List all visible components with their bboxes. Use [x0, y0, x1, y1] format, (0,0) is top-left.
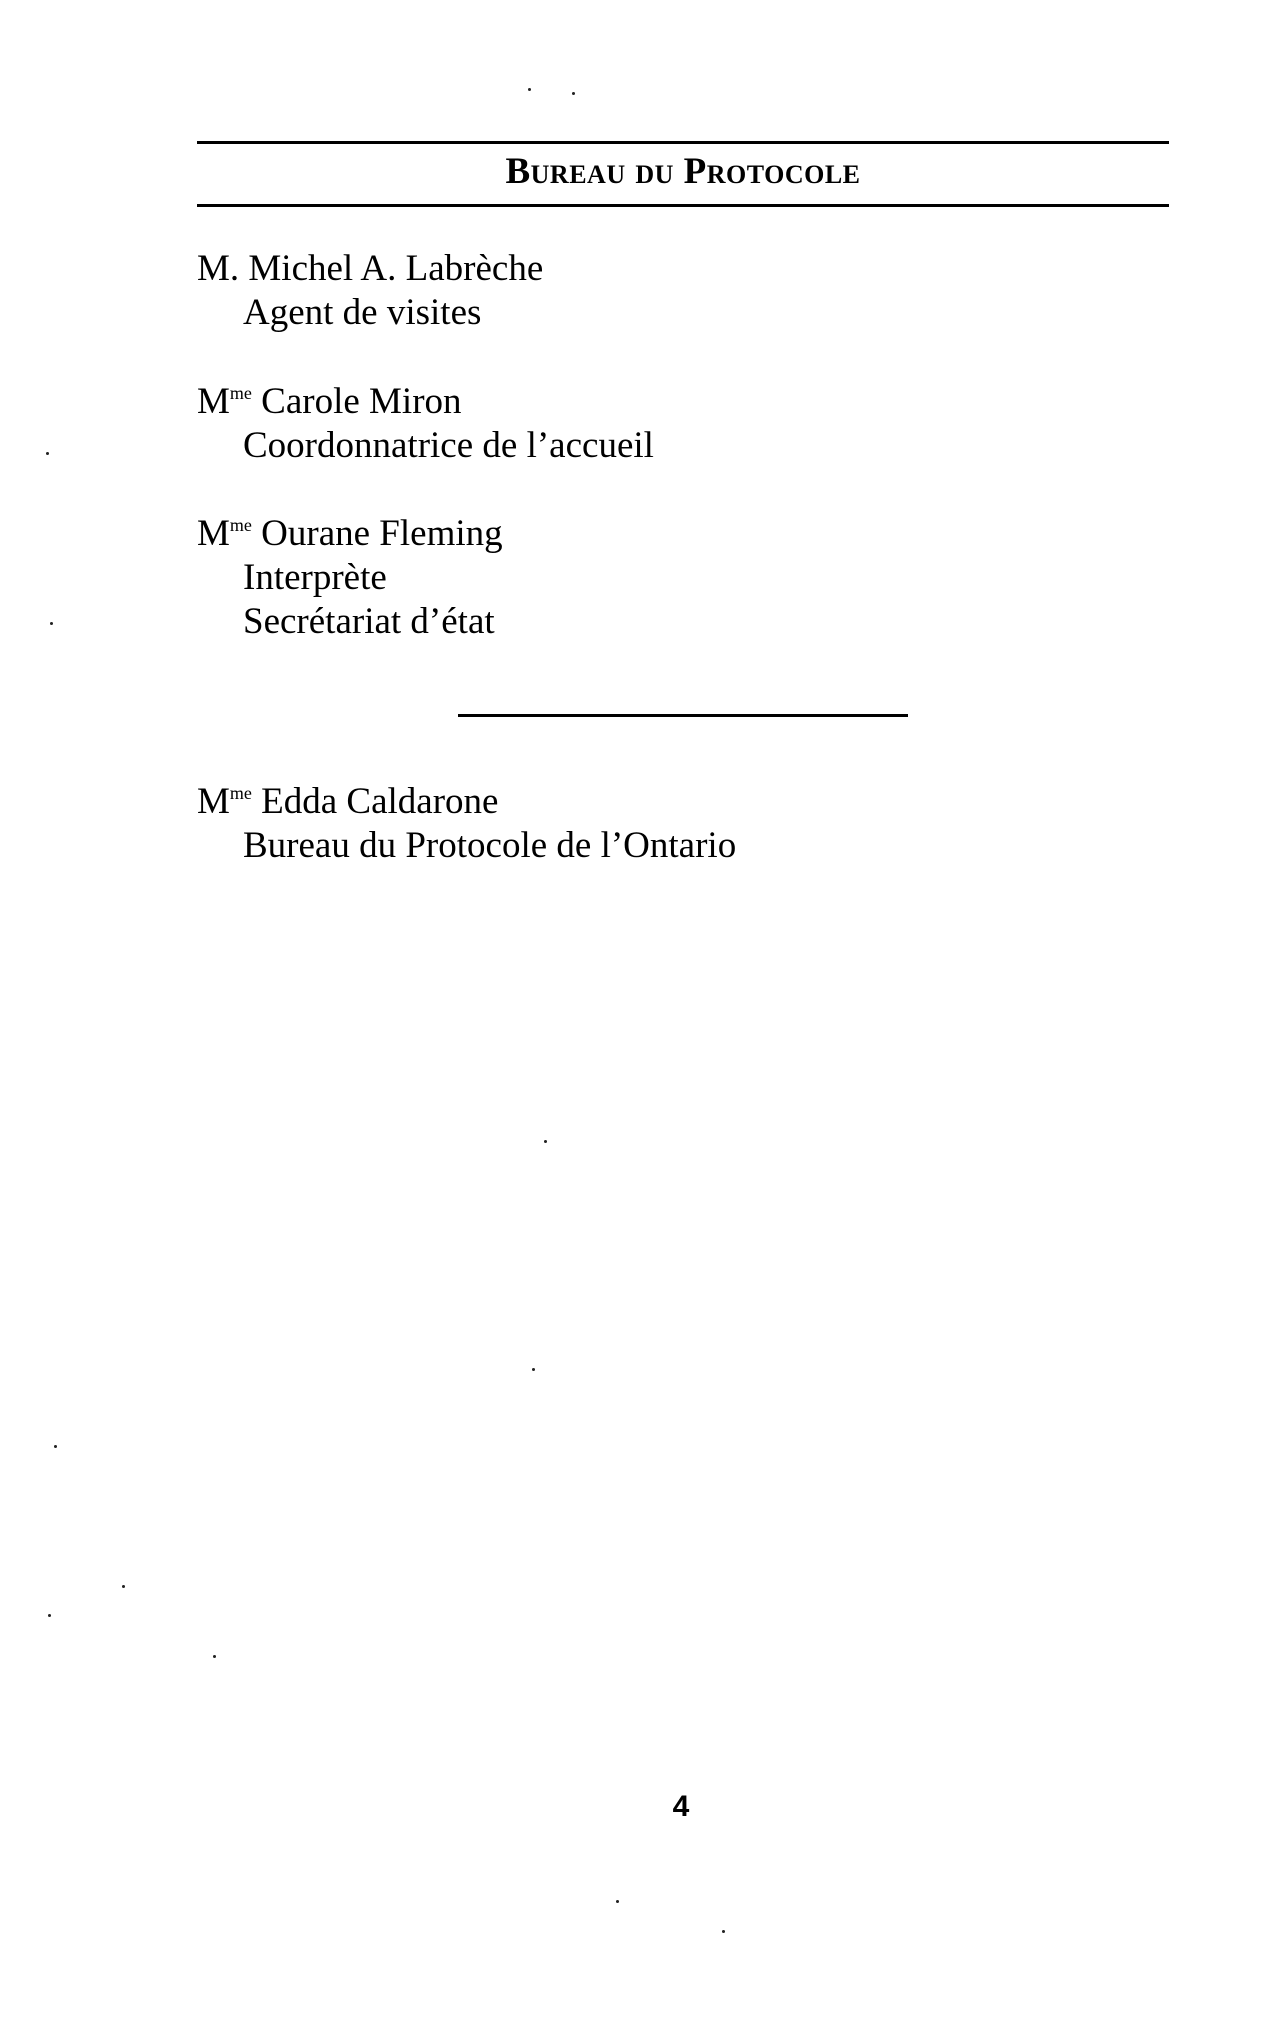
page-title: Bureau du Protocole	[505, 151, 861, 192]
header-top-rule	[197, 141, 1169, 144]
scan-speck	[544, 1140, 547, 1143]
honorific-superscript: me	[229, 783, 252, 803]
staff-department: Secrétariat d’état	[243, 601, 495, 642]
scan-speck	[46, 452, 49, 455]
staff-name	[197, 780, 736, 824]
scan-speck	[54, 1445, 57, 1448]
person-name: Ourane Fleming	[261, 513, 503, 554]
honorific: M	[197, 381, 230, 422]
section-separator	[458, 714, 908, 717]
staff-title: Interprète	[243, 557, 387, 598]
honorific: M	[197, 781, 230, 822]
staff-name	[197, 380, 654, 424]
staff-name	[197, 247, 543, 291]
staff-organization: Bureau du Protocole de l’Ontario	[243, 825, 737, 866]
staff-name	[197, 512, 503, 556]
person-name: Michel A. Labrèche	[248, 248, 544, 289]
honorific-superscript: me	[229, 515, 252, 535]
staff-title: Agent de visites	[243, 292, 482, 333]
scan-speck	[213, 1655, 216, 1658]
person-name: Edda Caldarone	[261, 781, 499, 822]
scan-speck	[50, 622, 53, 625]
scan-speck	[572, 92, 575, 95]
person-name: Carole Miron	[261, 381, 462, 422]
scan-speck	[532, 1368, 535, 1371]
staff-entry	[197, 380, 654, 468]
honorific: M.	[197, 248, 240, 289]
scan-speck	[122, 1585, 125, 1588]
scan-speck	[722, 1930, 725, 1933]
staff-entry	[197, 780, 736, 868]
staff-title: Coordonnatrice de l’accueil	[243, 425, 654, 466]
scan-speck	[48, 1614, 51, 1617]
honorific-superscript: me	[229, 383, 252, 403]
header-bottom-rule	[197, 204, 1169, 207]
honorific: M	[197, 513, 230, 554]
scan-speck	[616, 1900, 619, 1903]
staff-entry	[197, 512, 503, 644]
staff-entry	[197, 247, 543, 335]
scan-speck	[528, 88, 531, 91]
page-number: 4	[672, 1790, 690, 1823]
